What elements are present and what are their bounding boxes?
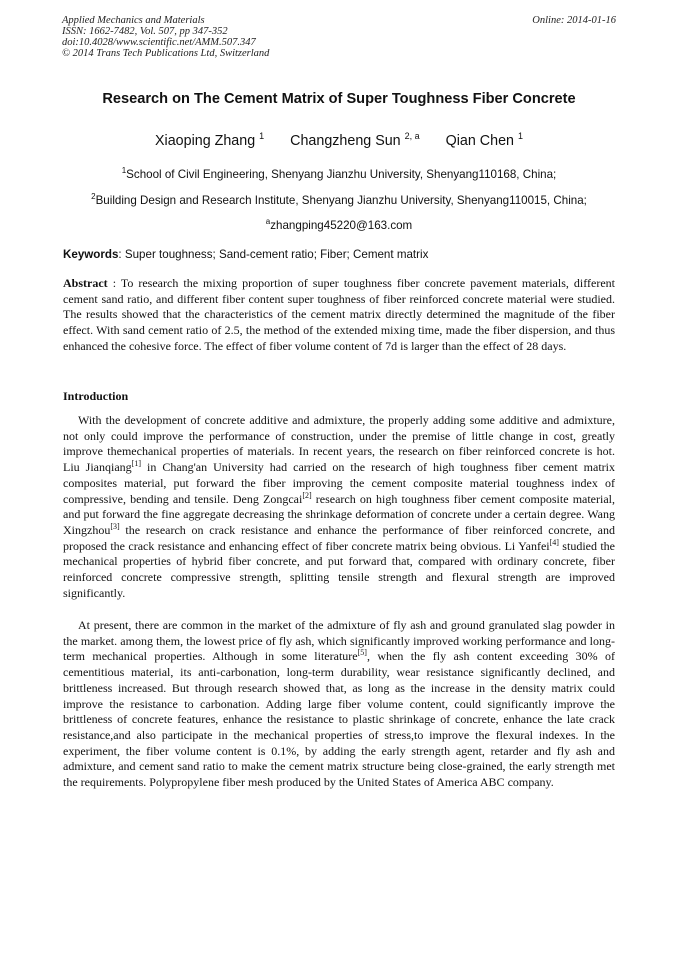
- email-text: zhangping45220@163.com: [270, 219, 413, 232]
- author: [155, 131, 264, 149]
- doi-line: doi:10.4028/www.scientific.net/AMM.507.347: [62, 37, 256, 48]
- affiliation-mark: a: [265, 217, 271, 226]
- abstract-text: : To research the mixing proportion of super toughness fiber concrete pavement materials, different cement sand ratio, and different fiber content super toughness of fiber reinforced concrete material were studied. The results showed that the characteristics of the cement matrix directly determined the magnitude of the fiber effect. With sand cement ratio of 2.5, the method of the extended mixing time, made the fiber dispersion, and thus enhanced the cohesive force. The effect of fiber volume content of 7d is larger than the effect of 28 days.: [63, 276, 615, 353]
- author-name: Changzheng Sun: [290, 133, 401, 149]
- paragraph-text: the research on crack resistance and enhance the performance of fiber reinforced concrete, and proposed the crack resistance and enhancing effect of fiber concrete matrix being obvious. Li Yanfei: [63, 522, 615, 553]
- journal-header: [62, 15, 269, 59]
- author-name: Xiaoping Zhang: [155, 133, 256, 149]
- paragraph-text: research on high toughness fiber cement composite material, and put forward the fine aggregate decreasing the shrinkage deformation of concrete under a certain degree. Wang Xingzhou: [63, 491, 615, 537]
- citation-ref: [2]: [302, 490, 312, 500]
- author-affil-mark: 1: [259, 131, 265, 141]
- author-affil-mark: 1: [517, 131, 523, 141]
- affiliation-text: Building Design and Research Institute, Shenyang Jianzhu University, Shenyang110015, China;: [95, 194, 587, 207]
- keywords-label: Keywords: [63, 248, 119, 261]
- journal-name: Applied Mechanics and Materials: [62, 15, 205, 26]
- section-heading-introduction: Introduction: [63, 389, 129, 403]
- body-paragraph: [63, 413, 615, 601]
- affiliation: [0, 192, 678, 207]
- author: [290, 131, 420, 149]
- paragraph-text: , when the fly ash content exceeding 30% of cementitious material, its anti-carbonation, long-term durability, wear resistance significantly declined, and brittleness increased. But through research showed that, as long as the increase in the density matrix could improve the resistance to carbonation. Adding large fiber volume content, could significantly improve the brittleness of concrete features, enhance the resistance to plastic shrinkage of concrete, enhance the late crack resistance,and also participate in the mechanical properties of stress,to improve the flexural indexes. In the experiment, the fiber volume content is 0.1%, by adding the early strength agent, retarder and fly ash and admixture, and cement sand ratio to make the cement matrix structure being close-grained, the early strength met the requirements. Polypropylene fiber mesh produced by the United States of America ABC company.: [63, 649, 616, 790]
- paragraph-text: With the development of concrete additive and admixture, the properly adding some additive and admixture, not only could improve the performance of construction, under the premise of little change in cost, greatly improve themechanical properties of materials. In recent years, the research on fiber reinforced concrete is hot. Liu Jianqiang: [63, 413, 615, 475]
- copyright-line: © 2014 Trans Tech Publications Ltd, Switzerland: [62, 48, 270, 59]
- abstract-label: Abstract: [63, 276, 108, 290]
- online-date: Online: 2014-01-16: [532, 15, 616, 26]
- paragraph-text: At present, there are common in the market of the admixture of fly ash and ground granulated slag powder in the market. among them, the lowest price of fly ash, which significantly improved working performance and long-term mechanical properties. Although in some literature: [63, 618, 615, 664]
- author-affil-mark: 2, a: [404, 131, 420, 141]
- author-list: [0, 131, 678, 149]
- paragraph-text: in Chang'an University had carried on the research of high toughness fiber cement matrix composites material, put forward the fiber improving the cement composite material toughness index of compressive, bending and tensile. Deng Zongcai: [63, 460, 615, 506]
- affiliation-text: School of Civil Engineering, Shenyang Jianzhu University, Shenyang110168, China;: [126, 168, 557, 181]
- paper-title: Research on The Cement Matrix of Super Toughness Fiber Concrete: [102, 91, 576, 107]
- author-name: Qian Chen: [445, 133, 514, 149]
- keywords: [63, 248, 615, 261]
- citation-ref: [4]: [549, 537, 559, 547]
- author: [446, 131, 523, 149]
- citation-ref: [5]: [357, 648, 367, 658]
- keywords-text: : Super toughness; Sand-cement ratio; Fiber; Cement matrix: [118, 248, 429, 261]
- affiliation: [0, 166, 678, 181]
- citation-ref: [3]: [110, 521, 120, 531]
- affiliation-mark: 2: [91, 192, 96, 201]
- affiliation-mark: 1: [121, 166, 127, 175]
- body-paragraph: [63, 618, 615, 791]
- abstract: [63, 276, 615, 355]
- citation-ref: [1]: [131, 459, 141, 469]
- paragraph-text: studied the mechanical properties of hybrid fiber concrete, and put forward that, compared with ordinary concrete, fiber reinforced concrete compressive strength, splitting tensile strength and flexural strength are improved significantly.: [63, 538, 615, 600]
- affiliation-email: [0, 217, 678, 232]
- issn-line: ISSN: 1662-7482, Vol. 507, pp 347-352: [62, 26, 228, 37]
